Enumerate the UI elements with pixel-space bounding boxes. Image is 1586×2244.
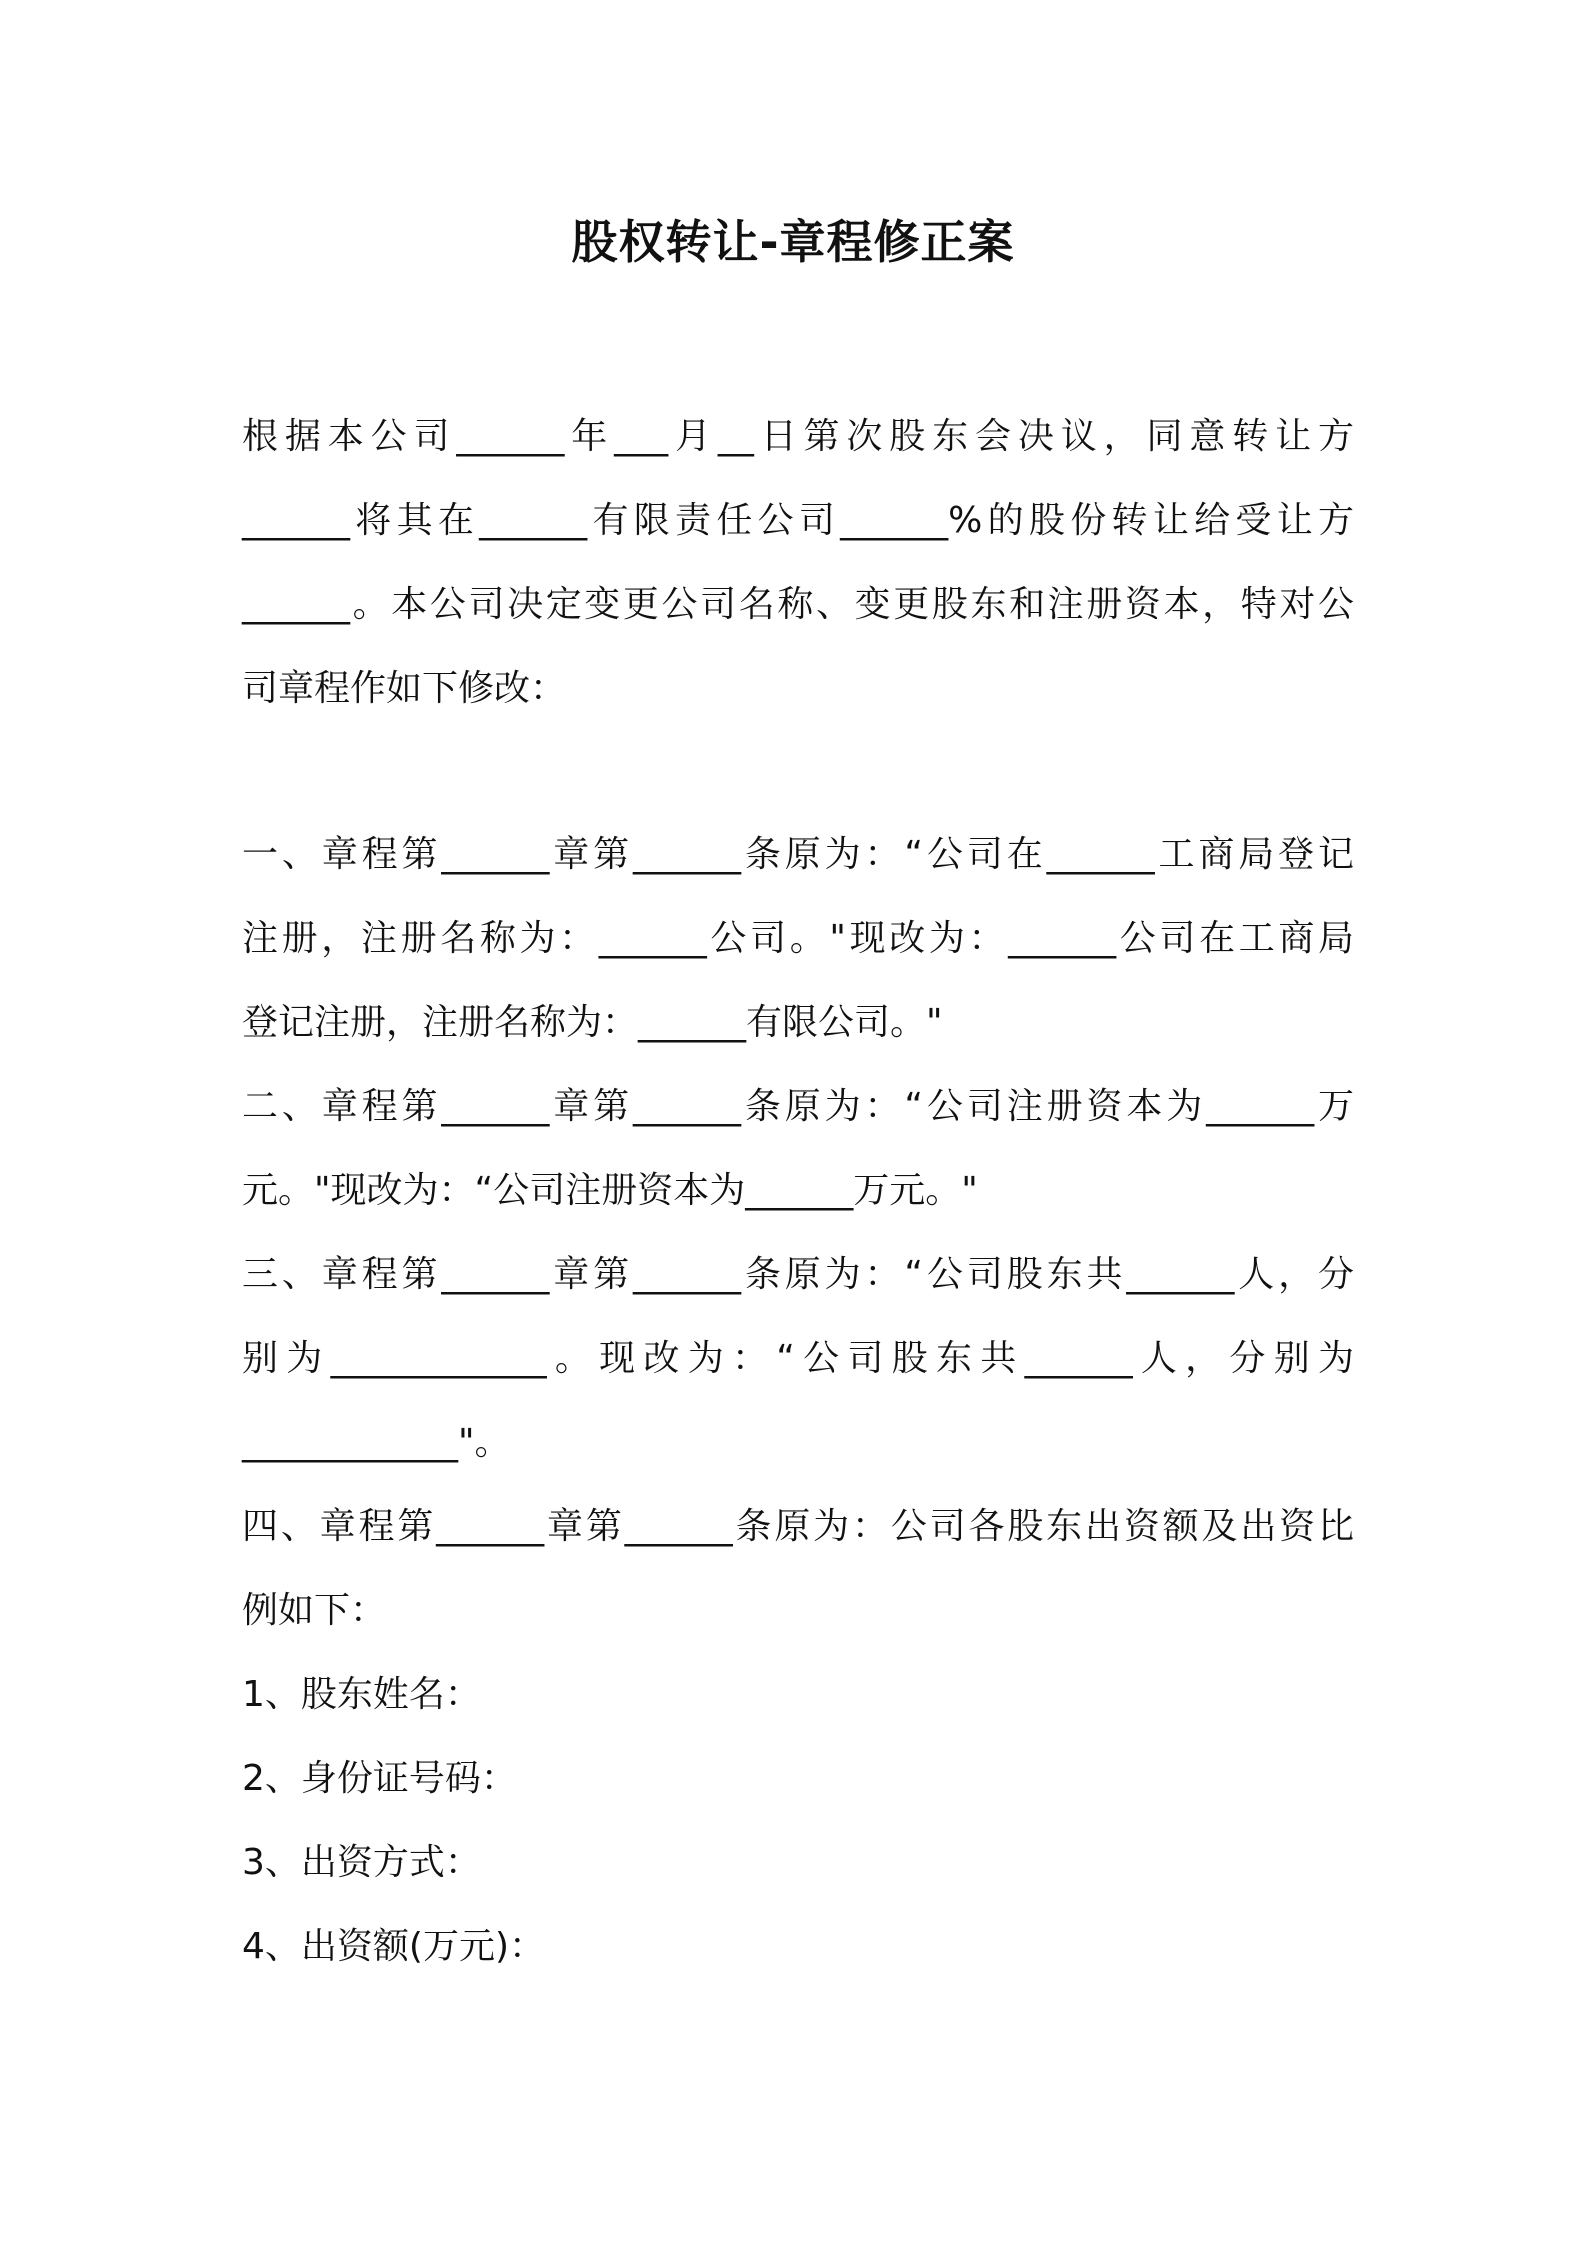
item3-line-2: 别为____________。现改为：“公司股东共______人，分别为	[242, 1338, 1354, 1379]
item2-line-1: 二、章程第______章第______条原为：“公司注册资本为______万	[242, 1086, 1354, 1127]
subitem-contribution-method: 3、出资方式：	[242, 1842, 481, 1883]
item4-line-1: 四、章程第______章第______条原为：公司各股东出资额及出资比	[242, 1506, 1354, 1547]
item2-line-2: 元。"现改为：“公司注册资本为______万元。"	[242, 1170, 978, 1211]
item1-line-1: 一、章程第______章第______条原为：“公司在______工商局登记	[242, 834, 1354, 875]
item1-line-2: 注册，注册名称为：______公司。"现改为：______公司在工商局	[242, 918, 1354, 959]
subitem-shareholder-name: 1、股东姓名：	[242, 1674, 481, 1715]
document-title: 股权转让-章程修正案	[571, 215, 1015, 269]
item4-line-2: 例如下：	[242, 1590, 387, 1631]
item3-line-3: ____________"。	[242, 1422, 511, 1463]
item3-line-1: 三、章程第______章第______条原为：“公司股东共______人，分	[242, 1254, 1354, 1295]
intro-line-1: 根据本公司______年___月__日第次股东会决议，同意转让方	[242, 416, 1354, 457]
intro-line-4: 司章程作如下修改：	[242, 668, 567, 709]
intro-line-2: ______将其在______有限责任公司______%的股份转让给受让方	[242, 500, 1354, 541]
subitem-contribution-amount: 4、出资额(万元)：	[242, 1926, 545, 1967]
item1-line-3: 登记注册，注册名称为：______有限公司。"	[242, 1002, 943, 1043]
intro-line-3: ______。本公司决定变更公司名称、变更股东和注册资本，特对公	[242, 584, 1354, 625]
subitem-id-number: 2、身份证号码：	[242, 1758, 517, 1799]
